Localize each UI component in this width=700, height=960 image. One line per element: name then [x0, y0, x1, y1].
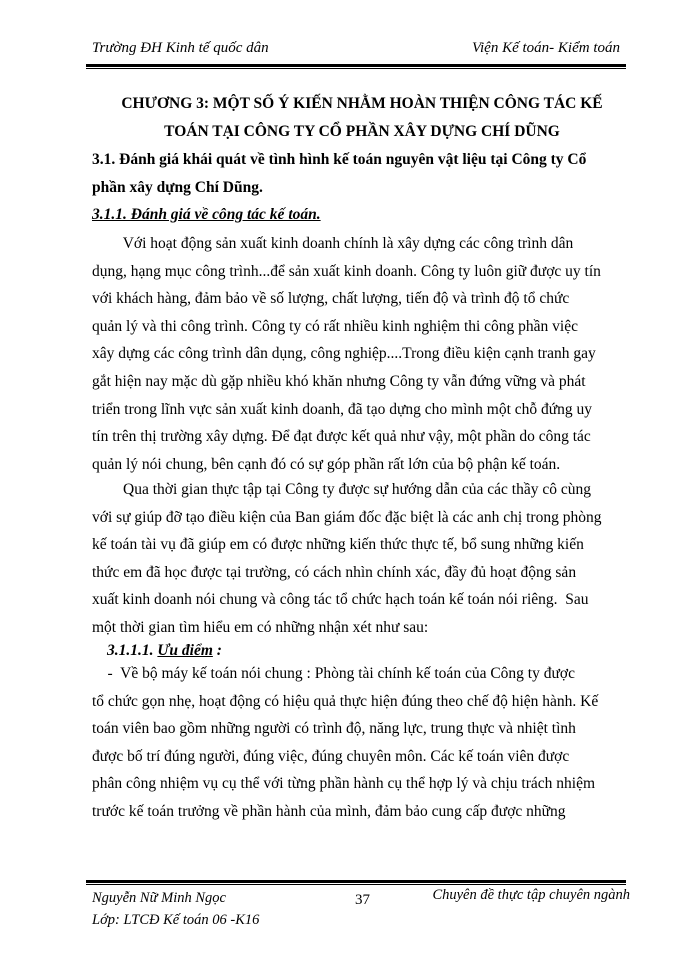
paragraph-line: trước kế toán trưởng về phần hành của mình, đảm bảo cung cấp được những [92, 802, 566, 820]
paragraph-line: một thời gian tìm hiểu em có những nhận xét như sau: [92, 618, 429, 636]
header-university: Trường ĐH Kinh tế quốc dân [92, 40, 269, 56]
footer-rule [86, 880, 626, 885]
paragraph-line: toán viên bao gồm những người có trình độ, năng lực, trung thực và nhiệt tình [92, 720, 576, 738]
paragraph-line: xây dựng các công trình dân dụng, công nghiệp....Trong điều kiện cạnh tranh gay [92, 345, 596, 363]
chapter-title-line2: TOÁN TẠI CÔNG TY CỔ PHẦN XÂY DỰNG CHÍ DŨNG [164, 123, 560, 140]
paragraph-line: tín trên thị trường xây dựng. Để đạt được kết quả như vậy, một phần do công tác [92, 428, 591, 446]
section-3-1-1-1-suffix: : [212, 642, 222, 659]
footer-author: Nguyễn Nữ Minh Ngọc [92, 890, 226, 906]
footer-author-block [92, 887, 259, 931]
section-3-1-title-line2: phần xây dựng Chí Dũng. [92, 179, 263, 196]
section-3-1-1-1-title [107, 642, 222, 660]
paragraph-line: được bố trí đúng người, đúng việc, đúng chuyên môn. Các kế toán viên được [92, 747, 570, 765]
paragraph-line: xuất kinh doanh nói chung và công tác tổ chức hạch toán kế toán nói riêng. Sau [92, 591, 589, 609]
page-header [92, 40, 620, 62]
paragraph-line: kế toán tài vụ đã giúp em có được những kiến thức thực tế, bổ sung những kiến [92, 536, 584, 554]
paragraph-3 [92, 660, 632, 826]
paragraph-line: với khách hàng, đảm bảo về số lượng, chất lượng, tiến độ và trình độ tổ chức [92, 290, 570, 308]
section-3-1-1-title: 3.1.1. Đánh giá về công tác kế toán. [92, 206, 321, 223]
chapter-title-line1: CHƯƠNG 3: MỘT SỐ Ý KIẾN NHẰM HOÀN THIỆN CÔNG TÁC KẾ [121, 95, 603, 112]
paragraph-line: phân công nhiệm vụ cụ thể với từng phần hành cụ thể hợp lý và chịu trách nhiệm [92, 775, 596, 793]
paragraph-line: Với hoạt động sản xuất kinh doanh chính là xây dựng các công trình dân [92, 235, 574, 252]
header-rule [86, 64, 626, 69]
section-3-1-1-1-number: 3.1.1.1. [107, 642, 154, 659]
paragraph-line: dụng, hạng mục công trình...để sản xuất kinh doanh. Công ty luôn giữ được uy tín [92, 262, 601, 280]
paragraph-line: triển trong lĩnh vực sản xuất kinh doanh, đã tạo dựng cho mình một chỗ đứng uy [92, 400, 593, 418]
page-number: 37 [355, 892, 370, 908]
paragraph-line: quản lý và thi công trình. Công ty có rất nhiều kinh nghiệm thi công phần việc [92, 317, 579, 335]
paragraph-line: Qua thời gian thực tập tại Công ty được sự hướng dẫn của các thầy cô cùng [92, 481, 591, 498]
paragraph-2 [92, 476, 632, 642]
paragraph-1 [92, 230, 632, 478]
paragraph-line: gắt hiện nay mặc dù gặp nhiều khó khăn nhưng Công ty vẫn đứng vững và phát [92, 372, 586, 390]
section-3-1-title-line1: 3.1. Đánh giá khái quát về tình hình kế toán nguyên vật liệu tại Công ty Cổ [92, 151, 587, 168]
footer-class: Lớp: LTCĐ Kế toán 06 -K16 [92, 912, 260, 928]
paragraph-line: thức em đã học được tại trường, có cách nhìn chính xác, đầy đủ hoạt động sản [92, 563, 577, 581]
paragraph-line: - Về bộ máy kế toán nói chung : Phòng tài chính kế toán của Công ty được [92, 665, 575, 682]
section-3-1-1-1-heading: Ưu điểm [157, 642, 213, 659]
paragraph-line: với sự giúp đỡ tạo điều kiện của Ban giám đốc đặc biệt là các anh chị trong phòng [92, 508, 602, 526]
header-institute: Viện Kế toán- Kiểm toán [471, 40, 620, 56]
paragraph-line: tổ chức gọn nhẹ, hoạt động có hiệu quả thực hiện đúng theo chế độ hiện hành. Kế [92, 692, 599, 710]
paragraph-line: quản lý nói chung, bên cạnh đó có sự góp phần rất lớn của bộ phận kế toán. [92, 455, 561, 473]
footer-report-type: Chuyên đề thực tập chuyên ngành [432, 887, 630, 903]
